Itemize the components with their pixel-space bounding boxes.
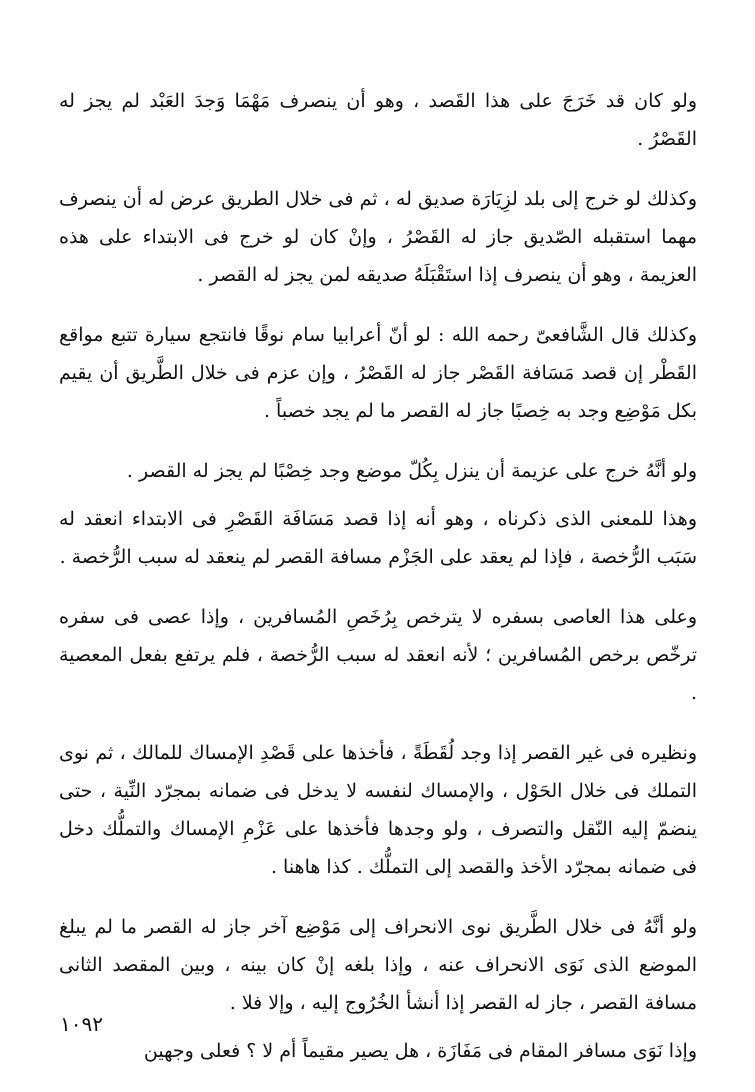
paragraph-1: ولو كان قد خَرَجَ على هذا القَصد ، وهو أن ينصرف مَهْمَا وَجدَ العَبْد لم يجز له القَصْرُ . [59,90,697,150]
paragraph-3: وكذلك قال الشَّافعىّ رحمه الله : لو أنّ أعرابيا سام نوقًا فانتجع سيارة تتبع مواقع القَطْر إن قصد مَسَافة القَصْر جاز له القَصْرُ ، وإن عزم فى خلال الطَّريق أن يقيم بكل مَوْضِع وجد به خِصبًا جاز له القصر ما لم يجد خصباً . [59,324,697,422]
paragraph-6: وعلى هذا العاصى بسفره لا يترخص بِرُخَصِ المُسافرين ، وإذا عصى فى سفره ترخّص برخص المُسافرين ؛ لأنه انعقد له سبب الرُّخصة ، فلم يرتفع بفعل المعصية . [59,606,697,704]
paragraph-5: وهذا للمعنى الذى ذكرناه ، وهو أنه إذا قصد مَسَافَة القَصْرِ فى الابتداء انعقد له سَبَب الرُّخصة ، فإذا لم يعقد على الجَزْم مسافة القصر لم ينعقد له سبب الرُّخصة . [59,508,697,568]
paragraph-2: وكذلك لو خرج إلى بلد لزِيَارَة صديق له ، ثم فى خلال الطريق عرض له أن ينصرف مهما استقبله الصّديق جاز له القَصْرُ ، وإنْ كان لو خرج فى الابتداء على هذه العزيمة ، وهو أن ينصرف إذا استَقْبَلَهُ صديقه لمن يجز له القصر . [59,188,697,286]
paragraph-9: وإذا نَوَى مسافر المقام فى مَفَازَة ، هل يصير مقيماً أم لا ؟ فعلى وجهين [143,1040,697,1062]
paragraph-8: ولو أنَّهُ فى خلال الطَّريق نوى الانحراف إلى مَوْضِع آخر جاز له القصر ما لم يبلغ الموضع الذى نَوَى الانحراف عنه ، وإذا بلغه إنْ كان بينه ، وبين المقصد الثانى مسافة القصر ، جاز له القصر إذا أنشأ الخُرُوج إليه ، وإلا فلا . [59,916,697,1014]
page-number: ١٠٩٢ [60,1012,103,1036]
paragraph-4: ولو أنَّهُ خرج على عزيمة أن ينزل بِكُلّ موضع وجد خِصْبًا لم يجز له القصر . [126,460,697,482]
document-page [59,82,697,1092]
paragraph-7: ونظيره فى غير القصر إذا وجد لُقَطَةً ، فأخذها على قَصْدِ الإمساك للمالك ، ثم نوى التملك فى خلال الحَوْل ، والإمساك لنفسه لا يدخل فى ضمانه بمجرّد النِّية ، حتى ينضمّ إليه النّقل والتصرف ، ولو وجدها فأخذها على عَزْمِ الإمساك والتملُّك دخل فى ضمانه بمجرّد الأخذ والقصد إلى التملُّك . كذا هاهنا . [59,742,697,878]
